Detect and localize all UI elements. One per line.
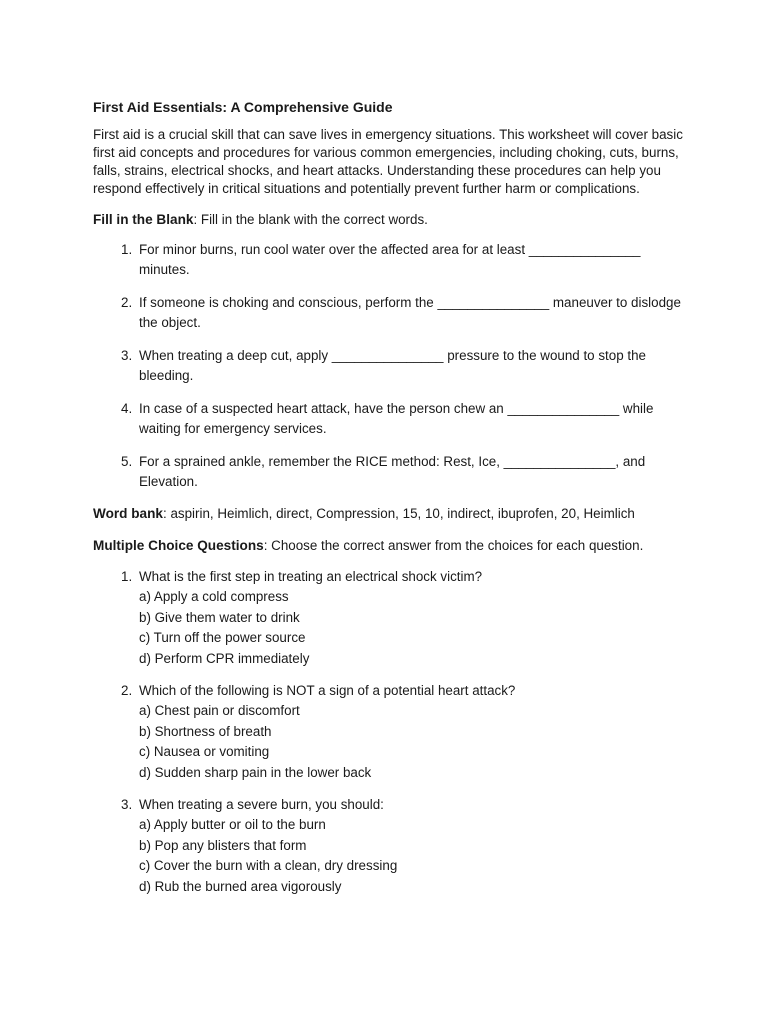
- word-bank-text: : aspirin, Heimlich, direct, Compression, 15, 10, indirect, ibuprofen, 20, Heimlich: [163, 506, 635, 521]
- word-bank-title: Word bank: [93, 506, 163, 521]
- answer-option: c) Nausea or vomiting: [139, 744, 270, 760]
- answer-option: c) Cover the burn with a clean, dry dressing: [139, 858, 398, 874]
- item-number: 3.: [121, 348, 133, 363]
- multiple-choice-title: Multiple Choice Questions: [93, 538, 264, 553]
- question-text: What is the first step in treating an electrical shock victim?: [139, 569, 483, 584]
- answer-option: a) Apply a cold compress: [139, 589, 289, 605]
- question-number: 1.: [121, 569, 133, 584]
- question-text: When treating a severe burn, you should:: [139, 797, 384, 813]
- item-number: 1.: [121, 242, 133, 257]
- answer-option: b) Pop any blisters that form: [139, 837, 307, 853]
- answer-option: b) Shortness of breath: [139, 723, 272, 739]
- multiple-choice-instruction: : Choose the correct answer from the choices for each question.: [263, 538, 644, 553]
- question-item: [93, 795, 683, 897]
- question-item: [93, 567, 683, 669]
- answer-option: d) Rub the burned area vigorously: [139, 878, 342, 894]
- question-item: [93, 681, 683, 783]
- item-text: In case of a suspected heart attack, have the person chew an _______________ while waiting for emergency services.: [139, 401, 654, 436]
- fill-in-blank-item: [93, 399, 683, 439]
- fill-in-blank-title: Fill in the Blank: [93, 212, 194, 227]
- item-text: For a sprained ankle, remember the RICE method: Rest, Ice, _______________, and Elevation.: [139, 454, 646, 489]
- worksheet-page: [93, 98, 683, 897]
- answer-option: a) Apply butter or oil to the burn: [139, 817, 326, 833]
- question-number: 2.: [121, 683, 133, 699]
- item-text: If someone is choking and conscious, perform the _______________ maneuver to dislodge the object.: [139, 295, 681, 330]
- page-title: First Aid Essentials: A Comprehensive Guide: [93, 99, 393, 115]
- word-bank: [93, 504, 683, 524]
- answer-option: d) Perform CPR immediately: [139, 650, 310, 666]
- fill-in-blank-instruction: : Fill in the blank with the correct words.: [193, 212, 428, 227]
- answer-option: d) Sudden sharp pain in the lower back: [139, 764, 372, 780]
- multiple-choice-list: [93, 567, 683, 897]
- fill-in-blank-heading: [93, 210, 683, 230]
- question-text: Which of the following is NOT a sign of a potential heart attack?: [139, 683, 516, 699]
- answer-option: c) Turn off the power source: [139, 630, 306, 646]
- intro-paragraph: First aid is a crucial skill that can save lives in emergency situations. This worksheet will cover basic first aid concepts and procedures for various common emergencies, including choking, cuts, burns, falls, strains, electrical shocks, and heart attacks. Understanding these procedures can help you respond effectively in critical situations and potentially prevent further harm or complications.: [93, 127, 683, 196]
- fill-in-blank-item: [93, 293, 683, 333]
- answer-option: a) Chest pain or discomfort: [139, 703, 300, 719]
- item-number: 2.: [121, 295, 133, 310]
- fill-in-blank-item: [93, 346, 683, 386]
- item-number: 5.: [121, 454, 133, 469]
- fill-in-blank-list: [93, 240, 683, 492]
- fill-in-blank-item: [93, 240, 683, 280]
- multiple-choice-heading: [93, 536, 683, 556]
- question-number: 3.: [121, 797, 133, 813]
- item-number: 4.: [121, 401, 133, 416]
- item-text: For minor burns, run cool water over the affected area for at least _______________ minutes.: [139, 242, 641, 277]
- fill-in-blank-item: [93, 452, 683, 492]
- answer-option: b) Give them water to drink: [139, 609, 300, 625]
- item-text: When treating a deep cut, apply _______________ pressure to the wound to stop the bleeding.: [139, 348, 646, 383]
